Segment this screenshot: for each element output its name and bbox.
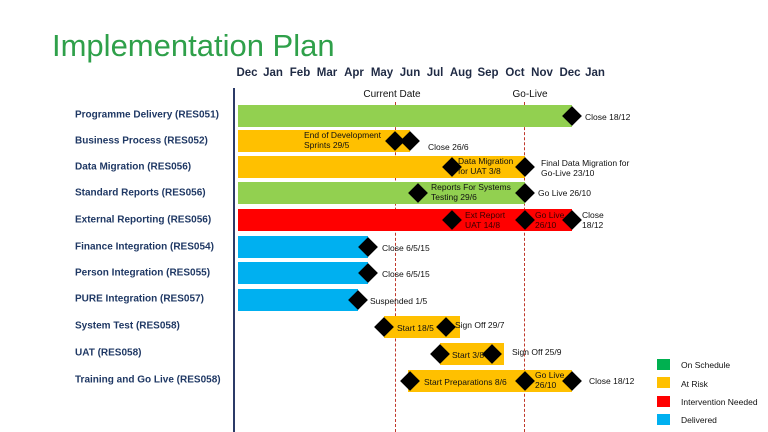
milestone-label: Close 18/12 (582, 210, 604, 230)
milestone-label: Close 6/5/15 (382, 269, 430, 279)
milestone-label: Reports For Systems Testing 29/6 (431, 182, 511, 202)
month-label: Dec (559, 67, 581, 79)
milestone-label: Start 3/8 (452, 350, 485, 360)
row-label: Standard Reports (RES056) (75, 187, 206, 199)
milestone-label: Start 18/5 (397, 323, 434, 333)
month-label: Nov (531, 67, 553, 79)
milestone-label: Close 26/6 (428, 142, 469, 152)
gantt-bar (238, 289, 358, 311)
month-label: Jan (263, 67, 283, 79)
gantt-bar (238, 105, 572, 127)
month-label: Jun (399, 67, 421, 79)
legend-label: On Schedule (681, 360, 731, 370)
go-live-label: Go-Live (512, 89, 548, 100)
legend-swatch (657, 359, 670, 370)
legend-label: Intervention Needed (681, 397, 758, 407)
row-label: Finance Integration (RES054) (75, 241, 214, 253)
month-label: Feb (289, 67, 311, 79)
milestone-label: Go Live 26/10 (535, 370, 565, 390)
milestone-label: Sign Off 25/9 (512, 347, 562, 357)
milestone-label: Close 18/12 (585, 112, 631, 122)
gantt-bar (238, 262, 368, 284)
milestone-label: Start Preparations 8/6 (424, 377, 507, 387)
row-label: External Reporting (RES056) (75, 214, 212, 226)
milestone-label: Go Live 26/10 (535, 210, 565, 230)
month-label: Aug (449, 67, 473, 79)
month-label: Dec (236, 67, 258, 79)
legend-label: Delivered (681, 415, 717, 425)
month-label: Sep (477, 67, 499, 79)
legend-swatch (657, 377, 670, 388)
milestone-label: Ext Report UAT 14/8 (465, 210, 506, 230)
row-label: Business Process (RES052) (75, 135, 208, 147)
milestone-label: Final Data Migration for Go-Live 23/10 (541, 158, 630, 178)
milestone-label: Close 6/5/15 (382, 243, 430, 253)
timeline-axis (233, 88, 235, 432)
milestone-label: End of Development Sprints 29/5 (304, 130, 382, 150)
row-label: PURE Integration (RES057) (75, 293, 204, 305)
month-label: Oct (505, 67, 525, 79)
milestone-label: Data Migration for UAT 3/8 (458, 156, 514, 176)
month-label: Apr (344, 67, 364, 79)
page-title: Implementation Plan (52, 28, 335, 63)
row-label: Data Migration (RES056) (75, 161, 192, 173)
month-label: Jan (585, 67, 605, 79)
month-label: Mar (316, 67, 338, 79)
row-label: Programme Delivery (RES051) (75, 109, 219, 121)
milestone-label: Sign Off 29/7 (455, 320, 505, 330)
month-label: Jul (426, 67, 444, 79)
row-label: Person Integration (RES055) (75, 267, 211, 279)
month-label: May (370, 67, 394, 79)
row-label: System Test (RES058) (75, 320, 180, 332)
milestone-label: Go Live 26/10 (538, 188, 591, 198)
row-label: Training and Go Live (RES058) (75, 374, 221, 386)
gantt-bar (238, 236, 368, 258)
milestone-label: Close 18/12 (589, 376, 635, 386)
legend-label: At Risk (681, 379, 708, 389)
milestone-label: Suspended 1/5 (370, 296, 428, 306)
legend-swatch (657, 414, 670, 425)
row-label: UAT (RES058) (75, 347, 142, 359)
legend-swatch (657, 396, 670, 407)
current-date-label: Current Date (363, 89, 421, 100)
